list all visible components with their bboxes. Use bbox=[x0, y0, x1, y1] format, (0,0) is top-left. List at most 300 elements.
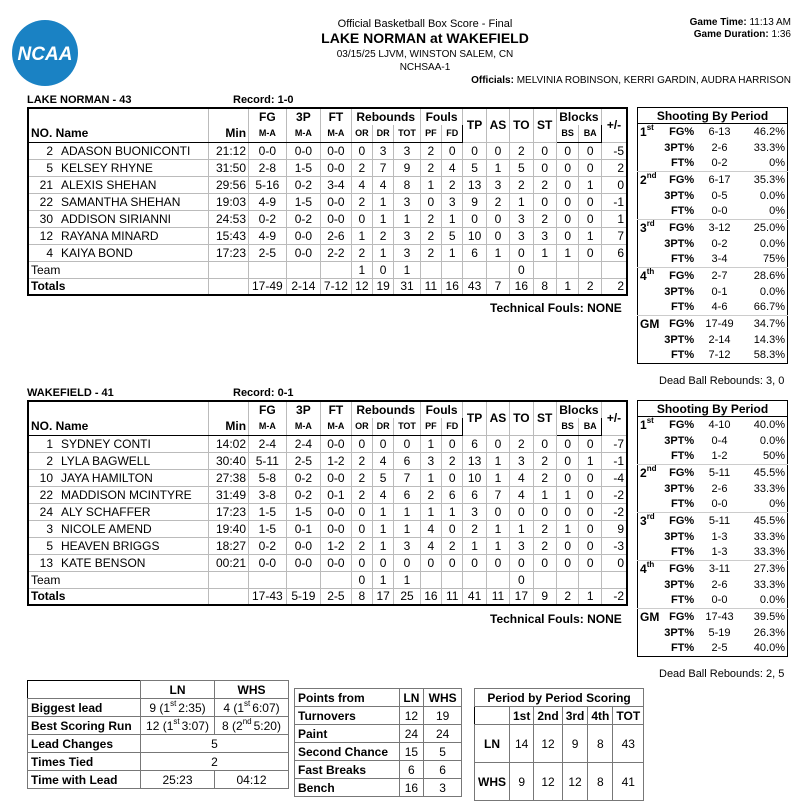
player-pm: 9 bbox=[601, 520, 627, 537]
points-row bbox=[295, 743, 462, 761]
col-plus-minus: +/- bbox=[601, 401, 627, 435]
player-name: ALEXIS SHEHAN bbox=[61, 177, 157, 192]
col-ft: FT bbox=[321, 401, 351, 418]
shooting-period bbox=[638, 124, 662, 140]
col-dr: DR bbox=[372, 125, 393, 142]
player-st: 1 bbox=[533, 486, 556, 503]
totals-label: Totals bbox=[28, 588, 209, 605]
player-or: 0 bbox=[351, 520, 372, 537]
player-min: 31:50 bbox=[209, 159, 249, 176]
player-min: 24:53 bbox=[209, 210, 249, 227]
totals-fg: 17-49 bbox=[249, 278, 287, 295]
player-as: 0 bbox=[486, 227, 509, 244]
shooting-pct: 33.3% bbox=[753, 546, 785, 559]
shooting-period bbox=[638, 497, 662, 513]
player-bs: 0 bbox=[556, 142, 579, 159]
player-ba: 0 bbox=[579, 554, 602, 571]
totals-row bbox=[28, 278, 627, 295]
player-name: NICOLE AMEND bbox=[61, 521, 152, 536]
totals-label: Totals bbox=[28, 278, 209, 295]
player-number: 2 bbox=[46, 453, 53, 468]
shooting-pct: 58.3% bbox=[753, 349, 785, 362]
player-ft: 0-0 bbox=[321, 142, 351, 159]
points-label: Bench bbox=[295, 779, 400, 797]
game-leads-table bbox=[27, 680, 289, 789]
player-tp: 0-2 bbox=[286, 486, 321, 503]
player-or: 2 bbox=[351, 452, 372, 469]
player-min: 17:23 bbox=[209, 503, 249, 520]
player-min: 00:21 bbox=[209, 554, 249, 571]
lead-label: Times Tied bbox=[28, 753, 141, 771]
lead-value-end: 6:07) bbox=[252, 700, 280, 715]
shooting-row bbox=[638, 513, 788, 529]
player-as: 0 bbox=[486, 503, 509, 520]
player-st: 2 bbox=[533, 537, 556, 554]
player-ba: 0 bbox=[579, 537, 602, 554]
totals-ba: 2 bbox=[579, 278, 602, 295]
shooting-made-att: 2-6 bbox=[711, 578, 728, 591]
player-tp: 0-0 bbox=[286, 244, 321, 261]
shooting-stat-label: FT% bbox=[670, 205, 695, 218]
shooting-made-att: 2-7 bbox=[696, 268, 743, 284]
player-st: 0 bbox=[533, 159, 556, 176]
player-bs: 0 bbox=[556, 210, 579, 227]
player-no-name bbox=[28, 193, 209, 210]
lead-value-whs: 04:12 bbox=[215, 771, 289, 789]
team-row-empty bbox=[579, 261, 602, 278]
player-dr: 2 bbox=[372, 227, 393, 244]
player-pts: 6 bbox=[463, 244, 486, 261]
player-bs: 0 bbox=[556, 537, 579, 554]
team-row-empty bbox=[420, 261, 441, 278]
shooting-made-att: 2-5 bbox=[711, 642, 728, 655]
player-dr: 1 bbox=[372, 244, 393, 261]
player-dr: 0 bbox=[372, 435, 393, 452]
team-row-empty bbox=[442, 261, 463, 278]
team-row-dr: 1 bbox=[372, 571, 393, 588]
shooting-stat-label: 3PT% bbox=[664, 141, 695, 154]
player-name: ADASON BUONICONTI bbox=[61, 143, 191, 158]
player-number: 13 bbox=[39, 555, 53, 570]
period-row bbox=[475, 763, 644, 801]
shooting-title: Shooting By Period bbox=[638, 108, 788, 124]
player-pm: -1 bbox=[601, 193, 627, 210]
period-number: 2 bbox=[640, 465, 647, 480]
totals-to: 17 bbox=[510, 588, 533, 605]
team1-record: Record: 1-0 bbox=[233, 94, 294, 106]
col-fg: FG bbox=[249, 401, 287, 418]
logo-text: NCAA bbox=[17, 44, 73, 65]
shooting-period bbox=[638, 529, 662, 545]
points-ln: 15 bbox=[399, 743, 424, 761]
player-no-name bbox=[28, 537, 209, 554]
totals-st: 8 bbox=[533, 278, 556, 295]
player-number: 3 bbox=[46, 521, 53, 536]
player-to: 3 bbox=[510, 210, 533, 227]
player-ba: 0 bbox=[579, 435, 602, 452]
box-header-row bbox=[28, 401, 627, 418]
shooting-made-att: 3-11 bbox=[696, 561, 743, 577]
lead-label: Biggest lead bbox=[28, 699, 141, 717]
player-dr: 4 bbox=[372, 452, 393, 469]
game-time-value: 11:13 AM bbox=[749, 17, 791, 28]
totals-tp: 2-14 bbox=[286, 278, 321, 295]
player-min: 21:12 bbox=[209, 142, 249, 159]
player-name: KAIYA BOND bbox=[61, 245, 133, 260]
shooting-stat-label: FT% bbox=[670, 301, 695, 314]
player-tot: 1 bbox=[394, 520, 420, 537]
period-number: 1 bbox=[640, 417, 647, 432]
player-st: 3 bbox=[533, 227, 556, 244]
player-tot: 6 bbox=[394, 452, 420, 469]
player-pf: 4 bbox=[420, 520, 441, 537]
shooting-pct: 0.0% bbox=[759, 285, 785, 298]
player-name: HEAVEN BRIGGS bbox=[61, 538, 160, 553]
shooting-pct: 0% bbox=[769, 205, 785, 218]
shooting-period bbox=[638, 609, 662, 625]
shooting-row bbox=[638, 236, 788, 252]
player-tp: 2-5 bbox=[286, 452, 321, 469]
team1-shooting-by-period bbox=[637, 107, 788, 364]
shooting-pct: 33.3% bbox=[753, 141, 785, 154]
player-pm: -4 bbox=[601, 469, 627, 486]
team-row-empty bbox=[249, 571, 287, 588]
points-from-table bbox=[294, 688, 462, 797]
player-row bbox=[28, 435, 627, 452]
player-pts: 10 bbox=[463, 227, 486, 244]
col-blocks: Blocks bbox=[556, 108, 601, 125]
shooting-stat-label: FG% bbox=[662, 124, 696, 140]
player-row bbox=[28, 486, 627, 503]
officials-label: Officials: bbox=[471, 75, 514, 86]
player-pf: 4 bbox=[420, 537, 441, 554]
totals-tot: 31 bbox=[394, 278, 420, 295]
player-pm: 2 bbox=[601, 159, 627, 176]
player-number: 24 bbox=[39, 504, 53, 519]
player-min: 27:38 bbox=[209, 469, 249, 486]
lead-value-sup: st bbox=[173, 716, 180, 726]
lead-value-start: 8 (2 bbox=[222, 718, 243, 733]
player-fd: 1 bbox=[442, 503, 463, 520]
player-to: 1 bbox=[510, 520, 533, 537]
col-blocks: Blocks bbox=[556, 401, 601, 418]
team-row-empty bbox=[601, 571, 627, 588]
shooting-row bbox=[638, 545, 788, 561]
col-3p-ma: M-A bbox=[286, 418, 321, 435]
shooting-row bbox=[638, 332, 788, 348]
box-header-row bbox=[28, 108, 627, 125]
totals-tp: 5-19 bbox=[286, 588, 321, 605]
col-fouls: Fouls bbox=[420, 108, 463, 125]
totals-dr: 19 bbox=[372, 278, 393, 295]
shooting-period bbox=[638, 172, 662, 188]
player-dr: 1 bbox=[372, 520, 393, 537]
player-row bbox=[28, 537, 627, 554]
totals-fd: 16 bbox=[442, 278, 463, 295]
player-dr: 1 bbox=[372, 503, 393, 520]
player-fg: 5-16 bbox=[249, 176, 287, 193]
player-fd: 0 bbox=[442, 142, 463, 159]
player-ft: 2-6 bbox=[321, 227, 351, 244]
player-tp: 0-2 bbox=[286, 210, 321, 227]
points-ln: 6 bbox=[399, 761, 424, 779]
player-ft: 0-1 bbox=[321, 486, 351, 503]
team-row-empty bbox=[286, 571, 321, 588]
shooting-pct: 0% bbox=[769, 498, 785, 511]
shooting-period bbox=[638, 577, 662, 593]
shooting-made-att: 2-14 bbox=[708, 333, 731, 346]
player-ft: 0-0 bbox=[321, 503, 351, 520]
player-pf: 2 bbox=[420, 159, 441, 176]
player-bs: 0 bbox=[556, 159, 579, 176]
shooting-stat-label: 3PT% bbox=[664, 578, 695, 591]
shooting-period bbox=[638, 204, 662, 220]
shooting-row bbox=[638, 417, 788, 433]
player-fg: 0-2 bbox=[249, 210, 287, 227]
player-to: 3 bbox=[510, 537, 533, 554]
player-bs: 0 bbox=[556, 469, 579, 486]
shooting-period bbox=[638, 332, 662, 348]
period-scoring-title: Period by Period Scoring bbox=[475, 689, 644, 707]
player-tot: 9 bbox=[394, 159, 420, 176]
player-pts: 9 bbox=[463, 193, 486, 210]
player-or: 0 bbox=[351, 435, 372, 452]
player-tp: 0-0 bbox=[286, 227, 321, 244]
team2-label: WAKEFIELD - 41 bbox=[27, 387, 114, 399]
team-row-or: 1 bbox=[351, 261, 372, 278]
shooting-stat-label: FG% bbox=[662, 465, 696, 481]
shooting-row bbox=[638, 188, 788, 204]
team2-shooting-by-period bbox=[637, 400, 788, 657]
team-row-empty bbox=[579, 571, 602, 588]
player-pts: 0 bbox=[463, 142, 486, 159]
shooting-made-att: 2-6 bbox=[711, 482, 728, 495]
shooting-stat-label: FG% bbox=[662, 417, 696, 433]
player-number: 10 bbox=[39, 470, 53, 485]
period-suffix: th bbox=[646, 266, 655, 276]
shooting-period bbox=[638, 140, 662, 156]
team2-dead-ball-rebounds: Dead Ball Rebounds: 2, 5 bbox=[659, 668, 785, 680]
player-tp: 0-0 bbox=[286, 142, 321, 159]
period-suffix: th bbox=[646, 559, 655, 569]
player-tp: 2-4 bbox=[286, 435, 321, 452]
player-to: 3 bbox=[510, 452, 533, 469]
col-ft-ma: M-A bbox=[321, 125, 351, 142]
period-number: GM bbox=[640, 316, 660, 331]
period-number: 2 bbox=[640, 172, 647, 187]
player-pf: 1 bbox=[420, 503, 441, 520]
player-dr: 3 bbox=[372, 142, 393, 159]
col-st: ST bbox=[533, 401, 556, 435]
player-fg: 5-11 bbox=[249, 452, 287, 469]
shooting-stat-label: FT% bbox=[670, 450, 695, 463]
player-name: SYDNEY CONTI bbox=[61, 436, 151, 451]
player-fg: 0-2 bbox=[249, 537, 287, 554]
player-name: RAYANA MINARD bbox=[61, 228, 159, 243]
player-fg: 1-5 bbox=[249, 520, 287, 537]
shooting-made-att: 3-12 bbox=[696, 220, 743, 236]
player-or: 0 bbox=[351, 142, 372, 159]
shooting-made-att: 7-12 bbox=[708, 349, 731, 362]
officials-value: MELVINIA ROBINSON, KERRI GARDIN, AUDRA HARRISON bbox=[516, 75, 791, 86]
totals-to: 16 bbox=[510, 278, 533, 295]
player-bs: 0 bbox=[556, 452, 579, 469]
team-row-dr: 0 bbox=[372, 261, 393, 278]
player-no-name bbox=[28, 486, 209, 503]
shooting-stat-label: FT% bbox=[670, 253, 695, 266]
player-pf: 2 bbox=[420, 142, 441, 159]
shooting-row bbox=[638, 316, 788, 332]
period-header-row bbox=[475, 707, 644, 725]
player-as: 1 bbox=[486, 537, 509, 554]
player-min: 30:40 bbox=[209, 452, 249, 469]
player-tot: 1 bbox=[394, 503, 420, 520]
shooting-pct: 33.3% bbox=[753, 578, 785, 591]
player-name: MADDISON MCINTYRE bbox=[61, 487, 192, 502]
player-tp: 1-5 bbox=[286, 193, 321, 210]
period-suffix: rd bbox=[646, 511, 655, 521]
period-score: 12 bbox=[534, 763, 562, 801]
player-no-name bbox=[28, 210, 209, 227]
player-to: 2 bbox=[510, 176, 533, 193]
player-ba: 0 bbox=[579, 244, 602, 261]
period-suffix: nd bbox=[646, 170, 657, 180]
shooting-pct: 0% bbox=[769, 157, 785, 170]
team-row-empty bbox=[321, 261, 351, 278]
player-pf: 2 bbox=[420, 486, 441, 503]
totals-st: 9 bbox=[533, 588, 556, 605]
shooting-period bbox=[638, 236, 662, 252]
player-row bbox=[28, 503, 627, 520]
player-tot: 0 bbox=[394, 435, 420, 452]
header-spacer bbox=[209, 108, 249, 125]
col-3p: 3P bbox=[286, 401, 321, 418]
player-number: 12 bbox=[39, 228, 53, 243]
period-header: 2nd bbox=[534, 707, 562, 725]
period-score: 14 bbox=[510, 725, 534, 763]
points-row bbox=[295, 725, 462, 743]
player-or: 2 bbox=[351, 469, 372, 486]
col-dr: DR bbox=[372, 418, 393, 435]
player-fd: 0 bbox=[442, 469, 463, 486]
lead-value: 5 bbox=[141, 735, 289, 753]
col-as: AS bbox=[486, 108, 509, 142]
col-ft: FT bbox=[321, 108, 351, 125]
shooting-row bbox=[638, 529, 788, 545]
shooting-stat-label: FG% bbox=[662, 220, 696, 236]
shooting-period bbox=[638, 417, 662, 433]
shooting-row bbox=[638, 348, 788, 364]
shooting-pct: 75% bbox=[762, 253, 785, 266]
player-ft: 0-0 bbox=[321, 159, 351, 176]
player-name: JAYA HAMILTON bbox=[61, 470, 153, 485]
points-ln: 16 bbox=[399, 779, 424, 797]
player-pf: 0 bbox=[420, 193, 441, 210]
player-ft: 2-2 bbox=[321, 244, 351, 261]
player-or: 2 bbox=[351, 193, 372, 210]
team-row-tot: 1 bbox=[394, 261, 420, 278]
lead-row bbox=[28, 699, 289, 717]
shooting-row bbox=[638, 481, 788, 497]
player-fg: 2-4 bbox=[249, 435, 287, 452]
player-row bbox=[28, 554, 627, 571]
points-from-header: Points from bbox=[295, 689, 400, 707]
team-row-tot: 1 bbox=[394, 571, 420, 588]
col-fd: FD bbox=[442, 125, 463, 142]
player-tp: 0-2 bbox=[286, 469, 321, 486]
player-no-name bbox=[28, 554, 209, 571]
player-number: 22 bbox=[39, 487, 53, 502]
player-dr: 0 bbox=[372, 554, 393, 571]
player-pts: 1 bbox=[463, 537, 486, 554]
shooting-pct: 0.0% bbox=[759, 434, 785, 447]
player-dr: 1 bbox=[372, 537, 393, 554]
team-row-empty bbox=[249, 261, 287, 278]
player-ba: 0 bbox=[579, 210, 602, 227]
lead-value-sup: st bbox=[170, 698, 177, 708]
shooting-made-att: 5-11 bbox=[696, 513, 743, 529]
player-bs: 0 bbox=[556, 193, 579, 210]
player-as: 0 bbox=[486, 210, 509, 227]
shooting-row bbox=[638, 433, 788, 449]
team-row-or: 0 bbox=[351, 571, 372, 588]
player-as: 1 bbox=[486, 469, 509, 486]
period-score: 43 bbox=[613, 725, 644, 763]
game-time-label: Game Time: bbox=[689, 17, 747, 28]
shooting-made-att: 0-2 bbox=[711, 237, 728, 250]
shooting-pct: 39.5% bbox=[743, 609, 788, 625]
team1-dead-ball-rebounds: Dead Ball Rebounds: 3, 0 bbox=[659, 375, 785, 387]
player-number: 30 bbox=[39, 211, 53, 226]
player-as: 3 bbox=[486, 176, 509, 193]
shooting-row bbox=[638, 252, 788, 268]
player-bs: 0 bbox=[556, 435, 579, 452]
player-pm: 7 bbox=[601, 227, 627, 244]
player-st: 0 bbox=[533, 554, 556, 571]
player-no-name bbox=[28, 142, 209, 159]
col-no-name: NO. Name bbox=[28, 418, 209, 435]
shooting-row bbox=[638, 220, 788, 236]
shooting-period bbox=[638, 625, 662, 641]
col-ba: BA bbox=[579, 125, 602, 142]
shooting-made-att: 0-0 bbox=[711, 594, 728, 607]
shooting-stat-label: FT% bbox=[670, 594, 695, 607]
team-row-empty bbox=[533, 261, 556, 278]
team2-technical-fouls: Technical Fouls: NONE bbox=[490, 612, 622, 626]
shooting-stat-label: FG% bbox=[662, 609, 696, 625]
team-row-empty bbox=[321, 571, 351, 588]
team1-label: LAKE NORMAN - 43 bbox=[27, 94, 132, 106]
totals-pf: 11 bbox=[420, 278, 441, 295]
team-row-empty bbox=[209, 571, 249, 588]
header-spacer bbox=[28, 401, 209, 418]
player-ft: 3-4 bbox=[321, 176, 351, 193]
shooting-row bbox=[638, 156, 788, 172]
period-number: GM bbox=[640, 609, 660, 624]
player-ba: 1 bbox=[579, 176, 602, 193]
player-number: 2 bbox=[46, 143, 53, 158]
team-row-label: Team bbox=[28, 261, 209, 278]
shooting-stat-label: 3PT% bbox=[664, 530, 695, 543]
player-as: 1 bbox=[486, 452, 509, 469]
player-or: 4 bbox=[351, 176, 372, 193]
player-dr: 7 bbox=[372, 159, 393, 176]
player-ft: 0-0 bbox=[321, 554, 351, 571]
points-whs: 24 bbox=[424, 725, 462, 743]
totals-bs: 2 bbox=[556, 588, 579, 605]
player-name: SAMANTHA SHEHAN bbox=[61, 194, 181, 209]
lead-row bbox=[28, 771, 289, 789]
